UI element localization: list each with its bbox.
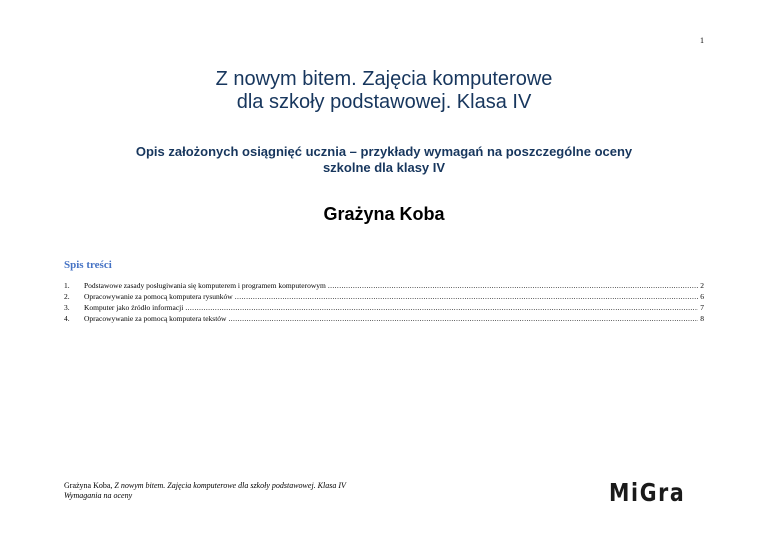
toc-item[interactable] [64, 280, 704, 291]
footer-author: Grażyna Koba, [64, 481, 115, 490]
document-title [0, 68, 768, 114]
toc-dot-leader [185, 302, 698, 313]
footer-subtitle: Wymagania na oceny [64, 491, 133, 500]
toc-item-label[interactable]: Komputer jako źródło informacji [84, 303, 184, 312]
publisher-logo: MiGra [609, 478, 686, 507]
footer-book-title: Z nowym bitem. Zajęcia komputerowe dla szkoły podstawowej. Klasa IV [114, 481, 346, 490]
toc-item-page[interactable]: 8 [700, 314, 704, 323]
author-name: Grażyna Koba [323, 204, 445, 224]
subtitle-line-2: szkolne dla klasy IV [322, 160, 446, 175]
document-subtitle [40, 144, 728, 176]
title-line-2: dla szkoły podstawowej. Klasa IV [236, 91, 532, 113]
toc-item-label[interactable]: Opracowywanie za pomocą komputera rysunków [84, 292, 233, 301]
toc-item-label[interactable]: Opracowywanie za pomocą komputera tekstów [84, 314, 227, 323]
toc-item-page[interactable]: 2 [700, 281, 704, 290]
toc-dot-leader [228, 313, 698, 324]
toc-item-number: 4. [64, 314, 70, 323]
toc-heading: Spis treści [64, 259, 112, 271]
toc-item[interactable] [64, 291, 704, 302]
toc-dot-leader [328, 280, 698, 291]
toc-dot-leader [235, 291, 699, 302]
footer-line-1 [64, 481, 346, 491]
title-line-1: Z nowym bitem. Zajęcia komputerowe [215, 68, 553, 90]
toc-item-label[interactable]: Podstawowe zasady posługiwania się komputerem i programem komputerowym [84, 281, 326, 290]
table-of-contents [64, 280, 704, 324]
toc-item-page[interactable]: 6 [700, 292, 704, 301]
toc-item-number: 2. [64, 292, 70, 301]
page-number: 1 [700, 36, 704, 45]
toc-item-page[interactable]: 7 [700, 303, 704, 312]
page-footer [64, 481, 346, 501]
toc-item-number: 3. [64, 303, 70, 312]
toc-item[interactable] [64, 313, 704, 324]
toc-item[interactable] [64, 302, 704, 313]
subtitle-line-1: Opis założonych osiągnięć ucznia – przykłady wymagań na poszczególne oceny [135, 144, 633, 159]
toc-item-number: 1. [64, 281, 70, 290]
footer-line-2 [64, 491, 346, 501]
